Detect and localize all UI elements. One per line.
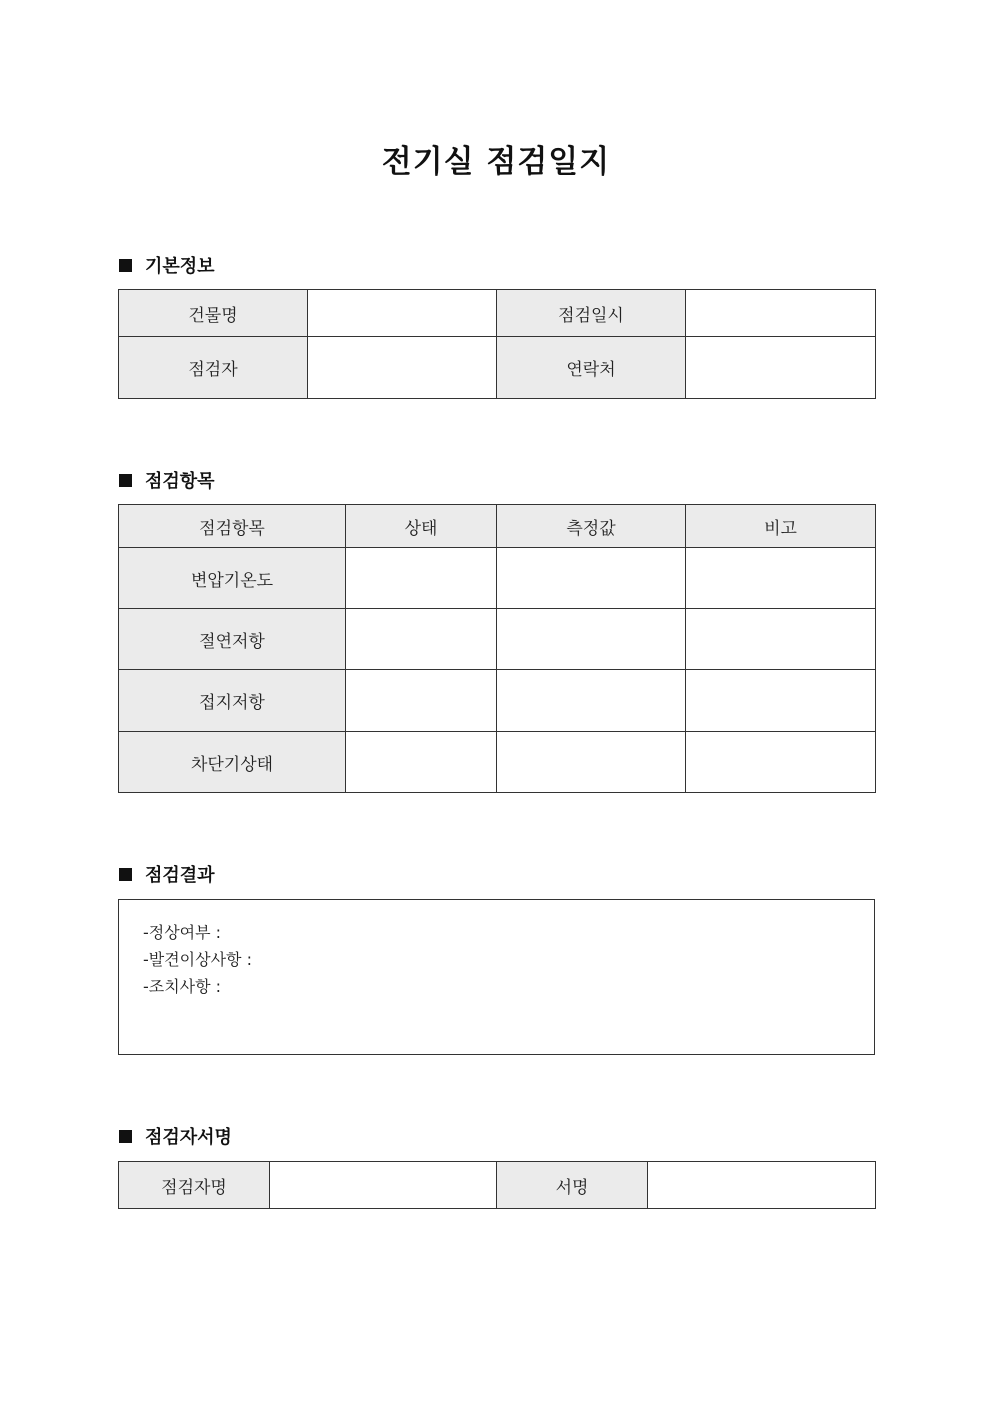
normal-status-line: -정상여부 : xyxy=(143,923,222,942)
inspector-name-field[interactable] xyxy=(270,1162,497,1209)
contact-field[interactable] xyxy=(686,337,876,399)
section-heading-label: 기본정보 xyxy=(145,256,215,277)
table-header-row xyxy=(119,505,876,548)
inspector-name-label: 점검자명 xyxy=(119,1162,270,1209)
measured-cell[interactable] xyxy=(497,548,686,609)
column-header-item: 점검항목 xyxy=(119,505,346,548)
section-heading-inspection-items xyxy=(119,468,215,492)
column-header-measured: 측정값 xyxy=(497,505,686,548)
basic-info-table xyxy=(118,289,876,399)
section-heading-label: 점검항목 xyxy=(145,471,215,492)
black-square-icon xyxy=(119,259,132,272)
inspector-label: 점검자 xyxy=(119,337,308,399)
item-label: 변압기온도 xyxy=(119,548,346,609)
status-cell[interactable] xyxy=(346,670,497,732)
signature-table xyxy=(118,1161,876,1209)
signature-label: 서명 xyxy=(497,1162,648,1209)
inspector-field[interactable] xyxy=(308,337,497,399)
document-title: 전기실 점검일지 xyxy=(381,144,611,180)
table-row xyxy=(119,290,876,337)
contact-label: 연락처 xyxy=(497,337,686,399)
inspection-result-box[interactable] xyxy=(118,899,875,1055)
table-row xyxy=(119,609,876,670)
inspection-datetime-label: 점검일시 xyxy=(497,290,686,337)
section-heading-inspection-result xyxy=(119,862,215,886)
status-cell[interactable] xyxy=(346,548,497,609)
found-issues-line: -발견이상사항 : xyxy=(143,950,252,969)
status-cell[interactable] xyxy=(346,609,497,670)
black-square-icon xyxy=(119,1130,132,1143)
column-header-note: 비고 xyxy=(686,505,876,548)
item-label: 절연저항 xyxy=(119,609,346,670)
section-heading-label: 점검자서명 xyxy=(145,1127,232,1148)
note-cell[interactable] xyxy=(686,732,876,793)
actions-taken-line: -조치사항 : xyxy=(143,977,222,996)
column-header-status: 상태 xyxy=(346,505,497,548)
result-lines xyxy=(143,919,252,1000)
item-label: 접지저항 xyxy=(119,670,346,732)
building-name-field[interactable] xyxy=(308,290,497,337)
black-square-icon xyxy=(119,474,132,487)
black-square-icon xyxy=(119,868,132,881)
note-cell[interactable] xyxy=(686,609,876,670)
status-cell[interactable] xyxy=(346,732,497,793)
signature-field[interactable] xyxy=(648,1162,876,1209)
inspection-items-table xyxy=(118,504,876,793)
table-row xyxy=(119,337,876,399)
table-row xyxy=(119,1162,876,1209)
section-heading-label: 점검결과 xyxy=(145,865,215,886)
table-row xyxy=(119,670,876,732)
measured-cell[interactable] xyxy=(497,670,686,732)
section-heading-inspector-signature xyxy=(119,1124,232,1148)
note-cell[interactable] xyxy=(686,670,876,732)
measured-cell[interactable] xyxy=(497,609,686,670)
table-row xyxy=(119,732,876,793)
item-label: 차단기상태 xyxy=(119,732,346,793)
section-heading-basic-info xyxy=(119,253,215,277)
building-name-label: 건물명 xyxy=(119,290,308,337)
inspection-datetime-field[interactable] xyxy=(686,290,876,337)
table-row xyxy=(119,548,876,609)
note-cell[interactable] xyxy=(686,548,876,609)
measured-cell[interactable] xyxy=(497,732,686,793)
